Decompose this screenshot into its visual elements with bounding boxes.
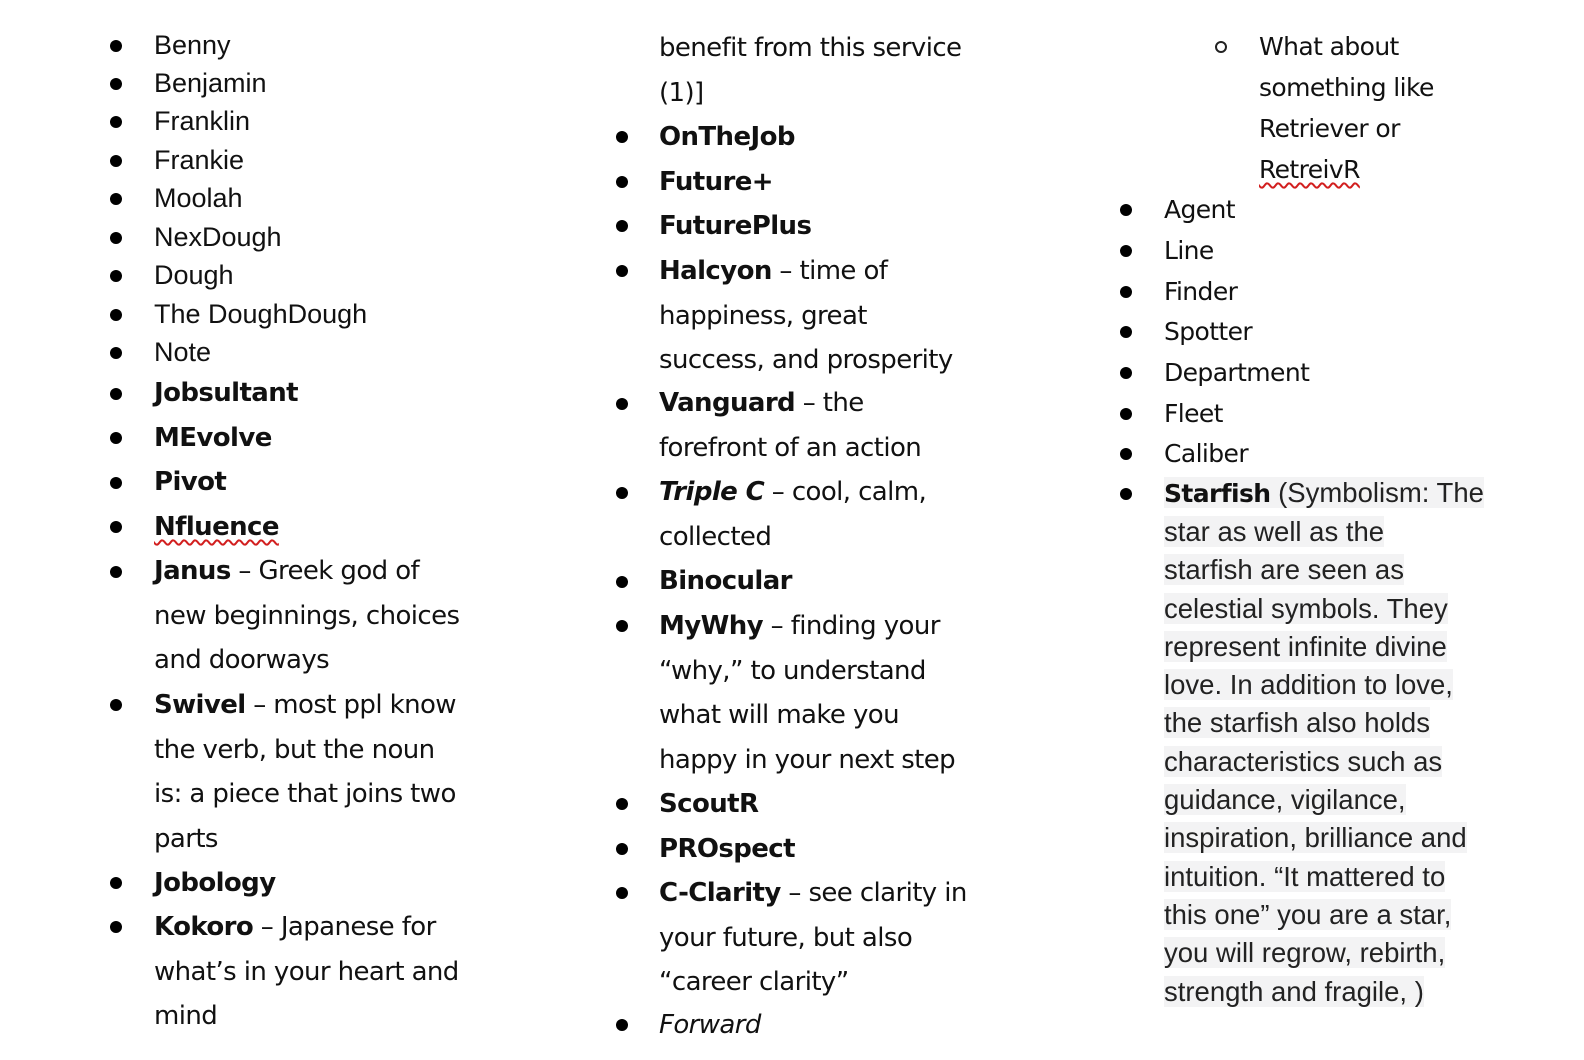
description-line: starfish are seen as xyxy=(1164,554,1404,586)
name-term: Halcyon xyxy=(659,256,772,286)
bullet-icon xyxy=(110,921,122,933)
description-line: success, and prosperity xyxy=(659,345,953,375)
list-item xyxy=(659,559,792,604)
description-line: represent infinite divine xyxy=(1164,630,1447,662)
list-item: Agent xyxy=(1164,195,1235,224)
list-item: Fleet xyxy=(1164,399,1223,428)
name-term: Kokoro xyxy=(154,912,254,942)
description-line: collected xyxy=(659,521,772,552)
bullet-icon xyxy=(110,477,122,489)
misspelled-term[interactable]: RetreivR xyxy=(1259,155,1360,184)
bullet-icon xyxy=(110,193,122,205)
description-line: – the xyxy=(795,388,864,418)
description-line: – cool, calm, xyxy=(764,477,927,507)
bullet-icon xyxy=(1120,367,1132,379)
description-line: – most ppl know xyxy=(245,690,456,720)
description-line: what will make you xyxy=(659,700,899,730)
bullet-icon xyxy=(616,131,628,143)
name-term: Jobsultant xyxy=(154,378,298,408)
name-term: C-Clarity xyxy=(659,878,781,908)
list-item-swivel xyxy=(154,683,456,861)
bullet-icon xyxy=(1120,326,1132,338)
description-line: inspiration, brilliance and xyxy=(1164,822,1467,854)
list-item-vanguard xyxy=(659,381,921,470)
name-term: Triple C xyxy=(659,477,765,507)
description-line: – finding your xyxy=(762,611,940,641)
bullet-icon xyxy=(616,1019,628,1031)
list-item xyxy=(154,505,279,550)
list-item: Department xyxy=(1164,358,1310,387)
bullet-icon xyxy=(616,265,628,277)
list-item: Benny xyxy=(154,30,231,60)
bullet-icon xyxy=(110,521,122,533)
misspelled-term[interactable]: Nfluence xyxy=(154,512,279,542)
list-item: Benjamin xyxy=(154,68,267,98)
description-line: mind xyxy=(154,1001,218,1031)
name-term: Starfish xyxy=(1164,479,1271,508)
name-term: MEvolve xyxy=(154,423,272,453)
list-item: Caliber xyxy=(1164,439,1248,468)
bullet-icon xyxy=(110,40,122,52)
bullet-icon xyxy=(1120,488,1132,500)
bullet-icon xyxy=(110,347,122,359)
list-item-starfish xyxy=(1164,474,1484,1011)
bullet-icon xyxy=(110,270,122,282)
name-term: Forward xyxy=(659,1010,761,1040)
list-item: Franklin xyxy=(154,106,251,136)
bullet-icon xyxy=(1120,204,1132,216)
bullet-icon xyxy=(110,877,122,889)
list-item-halcyon xyxy=(659,249,953,383)
list-item xyxy=(154,371,298,416)
list-item-c-clarity xyxy=(659,871,967,1005)
list-item: The DoughDough xyxy=(154,299,368,329)
name-term: OnTheJob xyxy=(659,122,795,152)
description-line: this one” you are a star, xyxy=(1164,898,1452,930)
list-item: Line xyxy=(1164,236,1214,265)
list-item xyxy=(659,1003,761,1048)
list-item xyxy=(154,416,272,461)
description-line: what’s in your heart and xyxy=(154,956,459,987)
name-term: MyWhy xyxy=(659,611,763,641)
description-line: celestial symbols. They xyxy=(1164,592,1448,624)
description-line: forefront of an action xyxy=(659,432,922,463)
bullet-icon xyxy=(110,309,122,321)
list-item xyxy=(659,160,773,205)
description-line: happy in your next step xyxy=(659,744,956,775)
description-line: happiness, great xyxy=(659,300,867,331)
list-item xyxy=(659,115,795,160)
description-line: your future, but also xyxy=(659,922,913,953)
bullet-icon xyxy=(616,887,628,899)
description-line: parts xyxy=(154,823,218,854)
list-item-janus xyxy=(154,549,459,683)
bullet-icon xyxy=(110,388,122,400)
description-line: benefit from this service xyxy=(659,33,962,63)
description-line: characteristics such as xyxy=(1164,745,1443,777)
list-item xyxy=(154,460,226,505)
list-item: Moolah xyxy=(154,183,243,213)
description-line: (1)] xyxy=(659,77,704,108)
list-item xyxy=(659,204,811,249)
bullet-icon xyxy=(110,699,122,711)
sub-list-item xyxy=(1259,26,1434,190)
bullet-icon xyxy=(110,432,122,444)
bullet-icon xyxy=(1120,245,1132,257)
list-item: Frankie xyxy=(154,145,245,175)
name-term: Janus xyxy=(154,556,231,586)
hollow-bullet-icon xyxy=(1215,41,1227,53)
name-term: Vanguard xyxy=(659,388,796,418)
name-term: Swivel xyxy=(154,690,246,720)
description-line: and doorways xyxy=(154,645,330,675)
description-line: Retriever or xyxy=(1259,114,1400,143)
name-term: FuturePlus xyxy=(659,211,812,241)
list-item: Finder xyxy=(1164,277,1238,306)
list-item: NexDough xyxy=(154,222,282,252)
bullet-icon xyxy=(1120,408,1132,420)
description-line: is: a piece that joins two xyxy=(154,779,456,809)
description-line: intuition. “It mattered to xyxy=(1164,860,1446,892)
list-item-triple-c xyxy=(659,470,926,559)
bullet-icon xyxy=(616,220,628,232)
list-item xyxy=(154,861,276,906)
bullet-icon xyxy=(110,78,122,90)
name-term: PROspect xyxy=(659,834,795,864)
description-line: something like xyxy=(1259,73,1434,102)
name-term: Binocular xyxy=(659,566,792,596)
bullet-icon xyxy=(616,487,628,499)
description-line: What about xyxy=(1259,32,1399,61)
bullet-icon xyxy=(110,116,122,128)
list-item-mywhy xyxy=(659,604,955,782)
description-line: guidance, vigilance, xyxy=(1164,784,1406,816)
description-line: you will regrow, rebirth, xyxy=(1164,937,1446,969)
description-line: the starfish also holds xyxy=(1164,707,1430,739)
bullet-icon xyxy=(616,843,628,855)
description-line: – Greek god of xyxy=(230,556,420,586)
description-line: the verb, but the noun xyxy=(154,734,435,765)
bullet-icon xyxy=(110,566,122,578)
name-term: Jobology xyxy=(154,868,276,898)
bullet-icon xyxy=(1120,448,1132,460)
bullet-icon xyxy=(110,155,122,167)
list-item-kokoro xyxy=(154,905,459,1039)
description-line: – Japanese for xyxy=(253,912,436,942)
description-line: strength and fragile, ) xyxy=(1164,975,1424,1007)
continuation-text xyxy=(659,26,961,115)
bullet-icon xyxy=(616,620,628,632)
description-line: “why,” to understand xyxy=(659,655,926,686)
list-item xyxy=(659,782,758,827)
list-item: Note xyxy=(154,337,212,367)
description-line: – time of xyxy=(771,256,888,286)
description-line: love. In addition to love, xyxy=(1164,669,1453,701)
bullet-icon xyxy=(1120,286,1132,298)
name-term: Future+ xyxy=(659,167,773,197)
bullet-icon xyxy=(616,398,628,410)
description-line: star as well as the xyxy=(1164,516,1385,547)
description-line: (Symbolism: The xyxy=(1270,477,1484,508)
bullet-icon xyxy=(616,576,628,588)
list-item: Dough xyxy=(154,260,234,290)
bullet-icon xyxy=(110,232,122,244)
description-line: new beginnings, choices xyxy=(154,600,460,631)
list-item: Spotter xyxy=(1164,317,1253,346)
description-line: – see clarity in xyxy=(780,878,967,908)
description-line: “career clarity” xyxy=(659,967,849,997)
name-term: ScoutR xyxy=(659,789,759,819)
bullet-icon xyxy=(616,798,628,810)
name-term: Pivot xyxy=(154,467,227,497)
list-item xyxy=(659,827,795,872)
bullet-icon xyxy=(616,176,628,188)
